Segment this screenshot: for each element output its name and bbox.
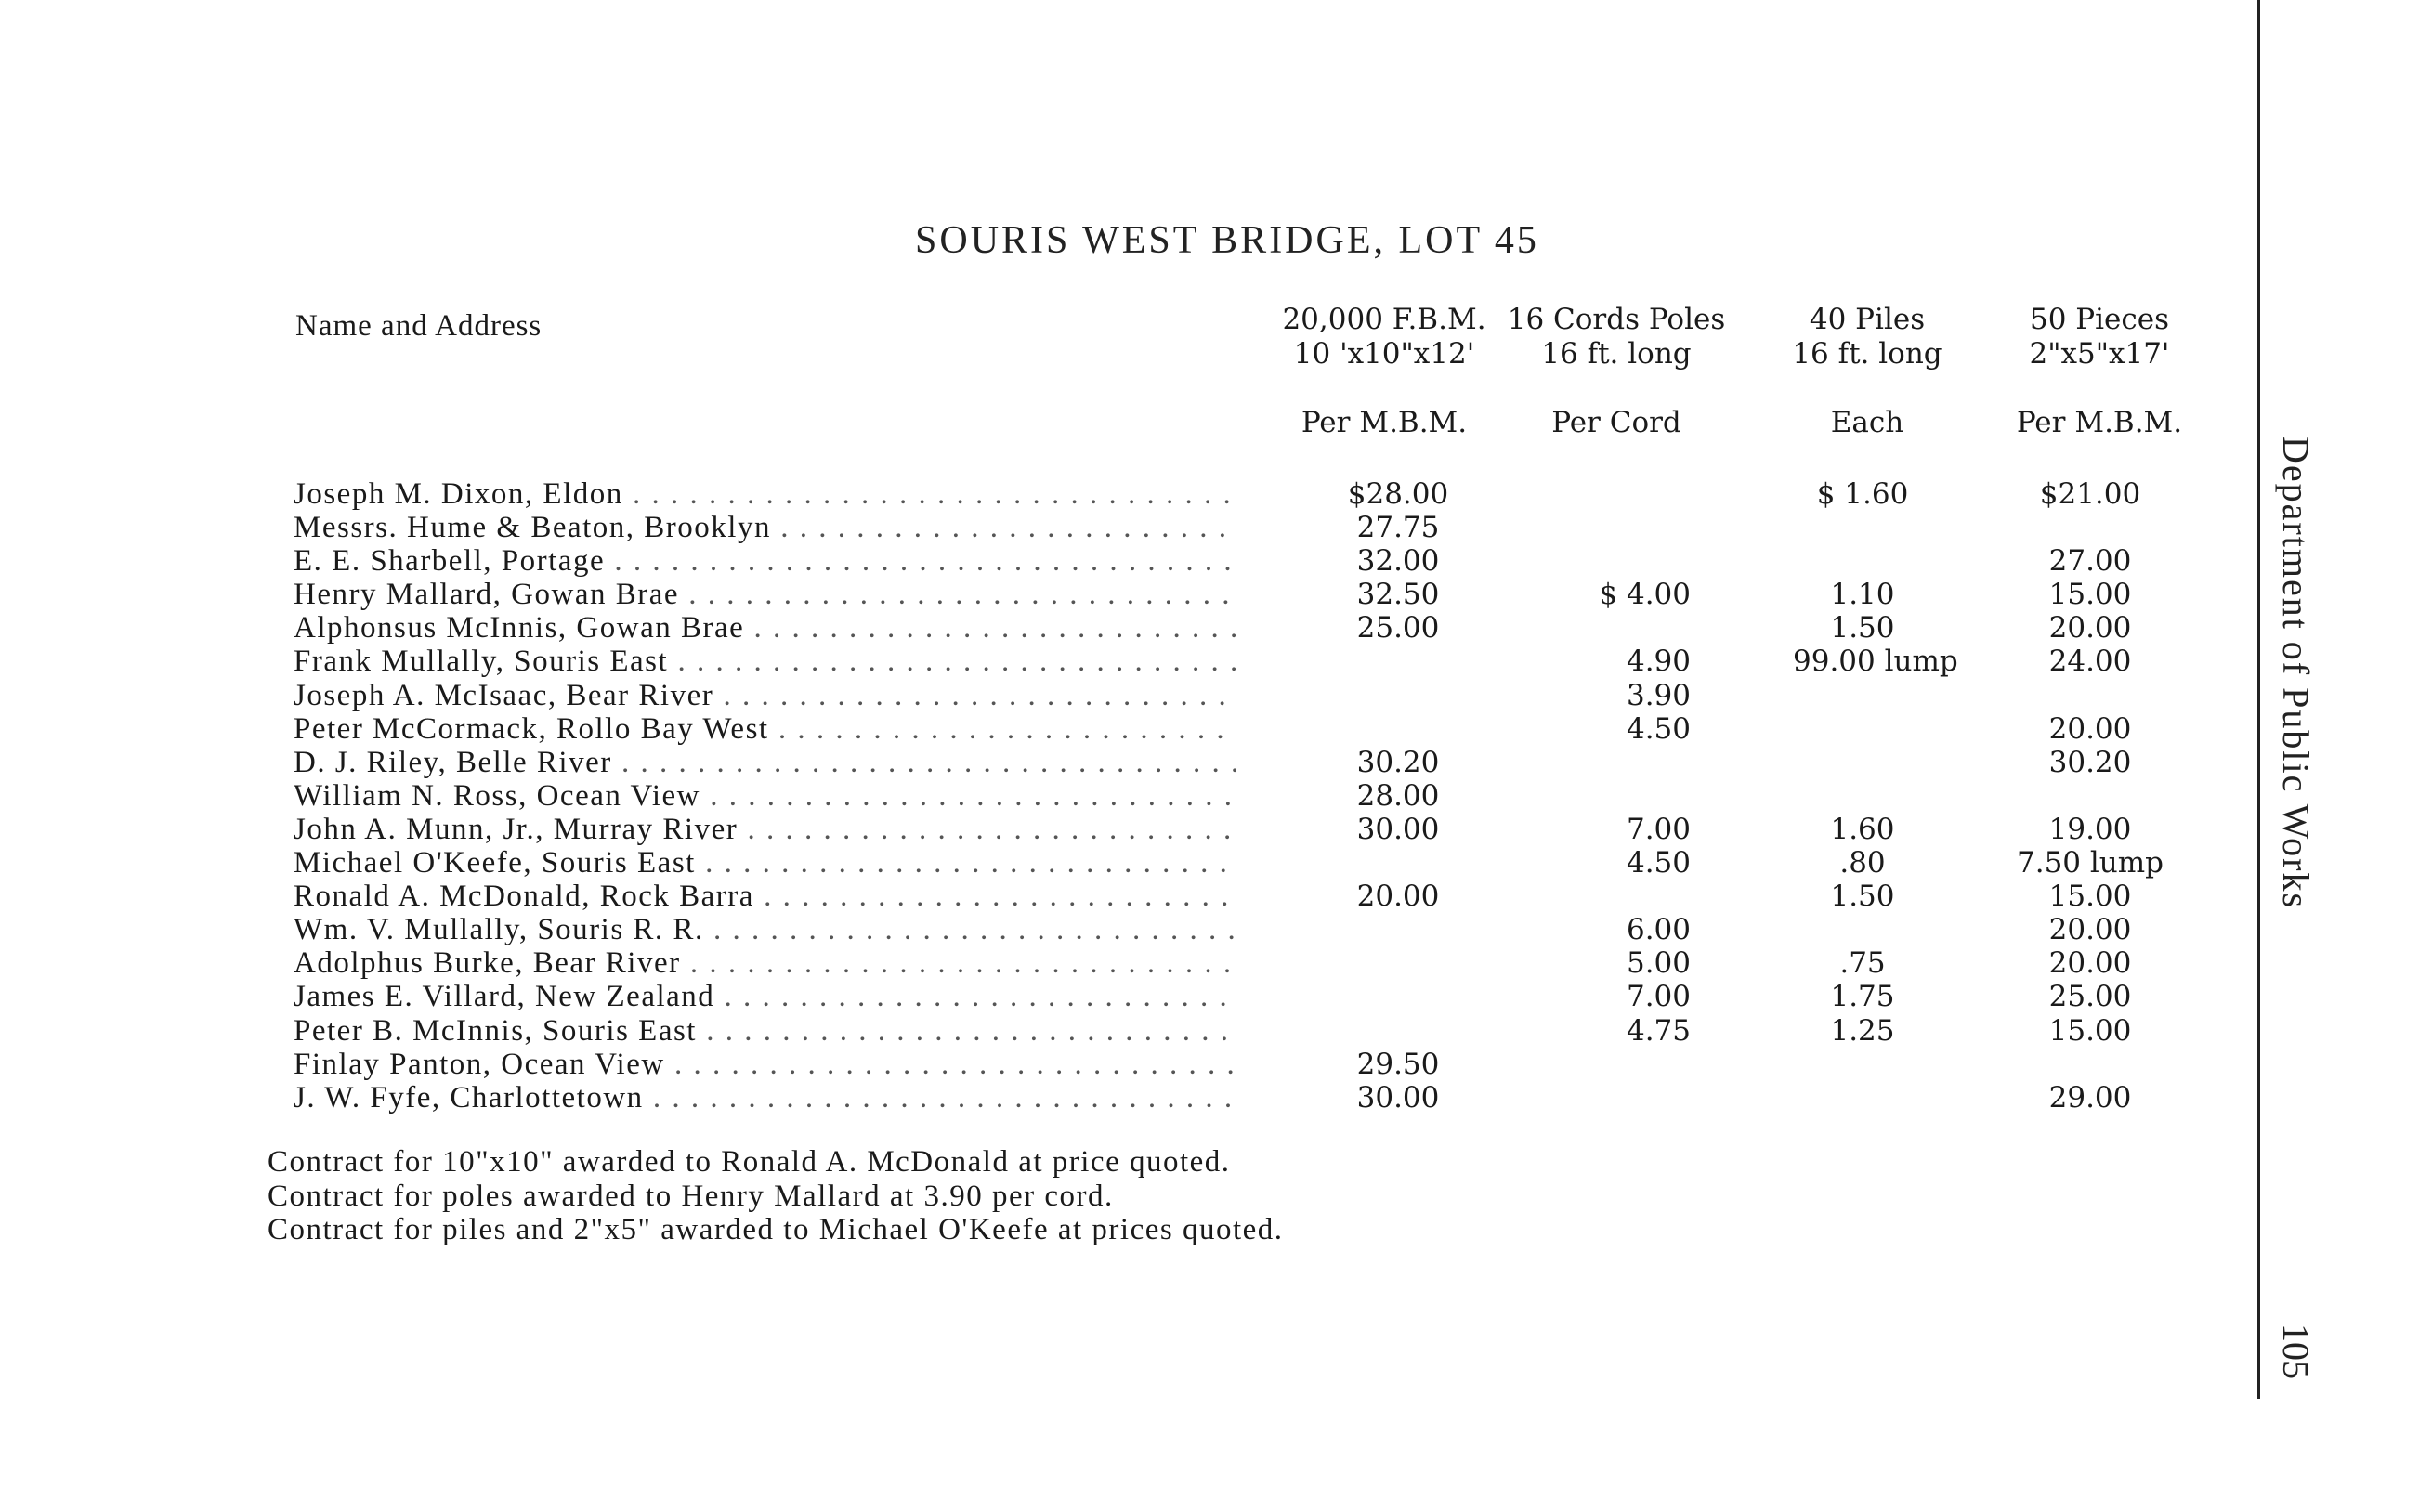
row-name: James E. Villard, New Zealand . . . — [294, 980, 1236, 1013]
table-row — [0, 779, 2419, 813]
col3-header-line1: 40 Piles — [1809, 303, 1926, 336]
cell-poles-price: 7.00 — [1626, 980, 1691, 1014]
col4-header-line2: 2"x5"x17' — [2029, 337, 2170, 371]
table-row — [0, 511, 2419, 544]
cell-timber-price: 32.00 — [1356, 544, 1440, 579]
cell-timber-price: 27.75 — [1356, 511, 1440, 545]
cell-pieces-price: 20.00 — [2048, 946, 2132, 981]
cell-poles-price: 4.75 — [1626, 1013, 1691, 1048]
table-row — [0, 544, 2419, 578]
cell-pieces-price: 27.00 — [2048, 544, 2132, 579]
table-row — [0, 645, 2419, 678]
cell-pieces-price: 20.00 — [2048, 611, 2132, 645]
cell-poles-price: 6.00 — [1626, 913, 1691, 947]
cell-pieces-price: 20.00 — [2048, 711, 2132, 746]
row-name: Alphonsus McInnis, Gowan Brae . . . — [294, 611, 1236, 645]
row-name: Joseph M. Dixon, Eldon . . . — [294, 477, 1236, 511]
name-column-header: Name and Address — [295, 309, 543, 343]
row-name: Messrs. Hume & Beaton, Brooklyn . . . — [294, 511, 1236, 544]
col1-header-line1: 20,000 F.B.M. — [1282, 303, 1486, 336]
side-running-head: Department of Public Works — [2275, 437, 2317, 910]
cell-pieces-price: 15.00 — [2048, 1013, 2132, 1048]
cell-poles-price: 4.50 — [1626, 711, 1691, 746]
cell-poles-price: 3.90 — [1626, 678, 1691, 712]
col1-unit: Per M.B.M. — [1301, 406, 1468, 439]
cell-poles-price: 4.90 — [1626, 645, 1691, 679]
contract-note: Contract for poles awarded to Henry Mallard at 3.90 per cord. — [268, 1179, 1114, 1213]
cell-piles-price: 99.00 lump — [1793, 645, 1958, 679]
cell-timber-price: 29.50 — [1356, 1047, 1440, 1081]
cell-poles-price: 7.00 — [1626, 812, 1691, 846]
row-name: J. W. Fyfe, Charlottetown . . . — [294, 1081, 1236, 1114]
row-name: Michael O'Keefe, Souris East . . . — [294, 846, 1236, 880]
row-name: Ronald A. McDonald, Rock Barra . . . — [294, 880, 1236, 913]
col3-header-line2: 16 ft. long — [1792, 337, 1942, 371]
cell-pieces-price: 15.00 — [2048, 578, 2132, 612]
table-row — [0, 746, 2419, 779]
cell-poles-price: $ 4.00 — [1599, 578, 1691, 612]
cell-timber-price: 32.50 — [1356, 578, 1440, 612]
cell-piles-price: .80 — [1839, 846, 1886, 880]
table-row — [0, 846, 2419, 880]
row-name: Wm. V. Mullally, Souris R. R. . . . — [294, 913, 1236, 946]
cell-piles-price: 1.50 — [1830, 611, 1895, 645]
row-name: Finlay Panton, Ocean View . . . — [294, 1048, 1236, 1081]
cell-piles-price: $ 1.60 — [1816, 477, 1909, 511]
col4-unit: Per M.B.M. — [2016, 406, 2183, 439]
cell-timber-price: $28.00 — [1347, 477, 1449, 511]
row-name: E. E. Sharbell, Portage . . . — [294, 544, 1236, 578]
margin-rule — [2257, 0, 2260, 1399]
row-name: Henry Mallard, Gowan Brae . . . — [294, 578, 1236, 611]
table-row — [0, 946, 2419, 980]
cell-pieces-price: 19.00 — [2048, 812, 2132, 846]
cell-piles-price: .75 — [1839, 946, 1886, 981]
col3-unit: Each — [1830, 406, 1904, 439]
tender-table — [0, 477, 2419, 1114]
contract-note: Contract for piles and 2"x5" awarded to Michael O'Keefe at prices quoted. — [268, 1213, 1284, 1246]
cell-pieces-price: 20.00 — [2048, 913, 2132, 947]
cell-timber-price: 30.00 — [1356, 812, 1440, 846]
cell-pieces-price: 25.00 — [2048, 980, 2132, 1014]
cell-pieces-price: $21.00 — [2039, 477, 2141, 511]
table-row — [0, 712, 2419, 746]
table-row — [0, 477, 2419, 511]
cell-pieces-price: 7.50 lump — [2017, 846, 2164, 880]
cell-pieces-price: 15.00 — [2048, 880, 2132, 914]
cell-piles-price: 1.75 — [1830, 980, 1895, 1014]
cell-piles-price: 1.10 — [1830, 578, 1895, 612]
cell-piles-price: 1.50 — [1830, 880, 1895, 914]
table-row — [0, 611, 2419, 645]
contract-note: Contract for 10"x10" awarded to Ronald A. McDonald at price quoted. — [268, 1145, 1231, 1179]
col4-header-line1: 50 Pieces — [2029, 303, 2170, 336]
col2-unit: Per Cord — [1551, 406, 1681, 439]
table-row — [0, 1048, 2419, 1081]
row-name: Frank Mullally, Souris East . . . — [294, 645, 1236, 678]
page-title: SOURIS WEST BRIDGE, LOT 45 — [915, 219, 1539, 262]
cell-pieces-price: 24.00 — [2048, 645, 2132, 679]
col2-header-line1: 16 Cords Poles — [1507, 303, 1726, 336]
table-row — [0, 813, 2419, 846]
cell-pieces-price: 30.20 — [2048, 745, 2132, 779]
cell-timber-price: 20.00 — [1356, 880, 1440, 914]
row-name: Joseph A. McIsaac, Bear River . . . — [294, 679, 1236, 712]
table-row — [0, 1014, 2419, 1048]
row-name: Peter B. McInnis, Souris East . . . — [294, 1014, 1236, 1048]
col2-header-line2: 16 ft. long — [1541, 337, 1692, 371]
table-row — [0, 880, 2419, 913]
table-row — [0, 679, 2419, 712]
row-name: Peter McCormack, Rollo Bay West . . . — [294, 712, 1236, 746]
cell-piles-price: 1.25 — [1830, 1013, 1895, 1048]
col1-header-line2: 10 'x10"x12' — [1293, 337, 1475, 371]
table-row — [0, 1081, 2419, 1114]
cell-timber-price: 30.20 — [1356, 745, 1440, 779]
cell-pieces-price: 29.00 — [2048, 1080, 2132, 1114]
table-row — [0, 578, 2419, 611]
page-number: 105 — [2275, 1323, 2317, 1379]
row-name: William N. Ross, Ocean View . . . — [294, 779, 1236, 813]
cell-timber-price: 28.00 — [1356, 778, 1440, 813]
table-row — [0, 980, 2419, 1013]
cell-piles-price: 1.60 — [1830, 812, 1895, 846]
cell-poles-price: 4.50 — [1626, 846, 1691, 880]
contract-notes — [268, 1145, 1284, 1247]
row-name: D. J. Riley, Belle River . . . — [294, 746, 1236, 779]
row-name: John A. Munn, Jr., Murray River . . . — [294, 813, 1236, 846]
row-name: Adolphus Burke, Bear River . . . — [294, 946, 1236, 980]
cell-poles-price: 5.00 — [1626, 946, 1691, 981]
cell-timber-price: 25.00 — [1356, 611, 1440, 645]
cell-timber-price: 30.00 — [1356, 1080, 1440, 1114]
table-row — [0, 913, 2419, 946]
